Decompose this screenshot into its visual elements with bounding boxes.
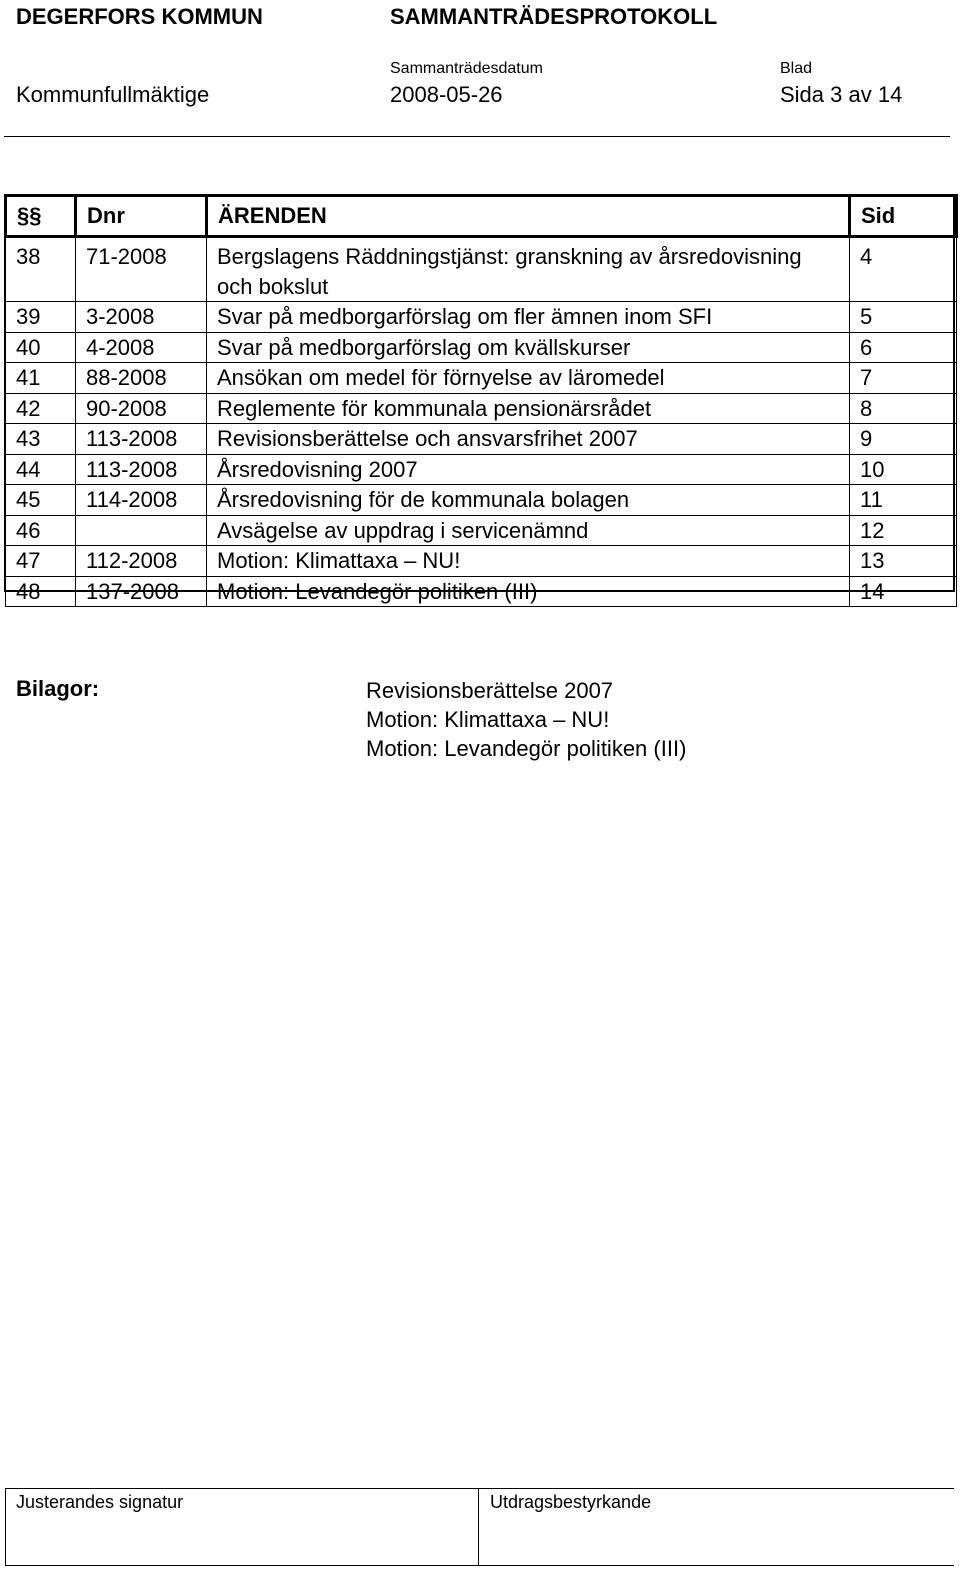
paragraph-cell: 41: [6, 363, 76, 394]
page-cell: 11: [850, 485, 957, 516]
paragraph-cell: 47: [6, 546, 76, 577]
dnr-cell: 3-2008: [76, 302, 207, 333]
meeting-date: 2008-05-26: [390, 82, 503, 107]
body-name: Kommunfullmäktige: [16, 82, 210, 107]
dnr-cell: 112-2008: [76, 546, 207, 577]
title-cell: Avsägelse av uppdrag i servicenämnd: [207, 515, 850, 546]
table-row: [6, 454, 957, 485]
paragraph-cell: 38: [6, 237, 76, 302]
document-type: SAMMANTRÄDESPROTOKOLL: [390, 4, 718, 29]
table-row: [6, 515, 957, 546]
title-cell: Bergslagens Räddningstjänst: granskning av årsredovisning och bokslut: [207, 237, 850, 302]
dnr-cell: 4-2008: [76, 332, 207, 363]
paragraph-cell: 43: [6, 424, 76, 455]
signature-label: Justerandes signatur: [16, 1492, 184, 1512]
paragraph-cell: 48: [6, 576, 76, 607]
page-cell: 12: [850, 515, 957, 546]
dnr-cell: 90-2008: [76, 393, 207, 424]
certification-label: Utdragsbestyrkande: [490, 1492, 652, 1512]
attachments-label: Bilagor:: [16, 676, 100, 701]
title-cell: Årsredovisning för de kommunala bolagen: [207, 485, 850, 516]
organization-name: DEGERFORS KOMMUN: [16, 4, 263, 29]
table-row: [6, 576, 957, 607]
table-row: [6, 485, 957, 516]
attachment-item: Revisionsberättelse 2007: [366, 678, 614, 703]
page-cell: 4: [850, 237, 957, 302]
paragraph-cell: 46: [6, 515, 76, 546]
title-cell: Svar på medborgarförslag om fler ämnen inom SFI: [207, 302, 850, 333]
page-cell: 6: [850, 332, 957, 363]
page-cell: 14: [850, 576, 957, 607]
title-cell: Ansökan om medel för förnyelse av läromedel: [207, 363, 850, 394]
table-row: [6, 424, 957, 455]
table-row: [6, 332, 957, 363]
title-cell: Reglemente för kommunala pensionärsrådet: [207, 393, 850, 424]
attachments-list: [366, 676, 686, 763]
column-header-matters: ÄRENDEN: [207, 196, 850, 237]
dnr-cell: 137-2008: [76, 576, 207, 607]
agenda-header-row: [6, 196, 957, 237]
page-cell: 7: [850, 363, 957, 394]
table-row: [6, 546, 957, 577]
header-divider: [4, 136, 950, 137]
dnr-cell: 113-2008: [76, 454, 207, 485]
table-row: [6, 237, 957, 302]
paragraph-cell: 44: [6, 454, 76, 485]
dnr-cell: 71-2008: [76, 237, 207, 302]
page-cell: 10: [850, 454, 957, 485]
page-cell: 5: [850, 302, 957, 333]
page-cell: 8: [850, 393, 957, 424]
page-number: Sida 3 av 14: [780, 82, 903, 107]
title-cell: Svar på medborgarförslag om kvällskurser: [207, 332, 850, 363]
dnr-cell: 113-2008: [76, 424, 207, 455]
paragraph-cell: 42: [6, 393, 76, 424]
page-cell: 13: [850, 546, 957, 577]
page-cell: 9: [850, 424, 957, 455]
paragraph-cell: 39: [6, 302, 76, 333]
page-label: Blad: [780, 60, 813, 77]
table-row: [6, 363, 957, 394]
title-cell: Revisionsberättelse och ansvarsfrihet 2007: [207, 424, 850, 455]
column-header-dnr: Dnr: [76, 196, 207, 237]
dnr-cell: [76, 515, 207, 546]
attachment-item: Motion: Levandegör politiken (III): [366, 736, 687, 761]
agenda-table: [4, 194, 958, 607]
table-row: [6, 302, 957, 333]
title-cell: Årsredovisning 2007: [207, 454, 850, 485]
table-row: [6, 393, 957, 424]
dnr-cell: 88-2008: [76, 363, 207, 394]
column-header-page: Sid: [850, 196, 957, 237]
title-cell: Motion: Klimattaxa – NU!: [207, 546, 850, 577]
signature-box-divider: [478, 1488, 479, 1565]
paragraph-cell: 45: [6, 485, 76, 516]
paragraph-cell: 40: [6, 332, 76, 363]
title-cell: Motion: Levandegör politiken (III): [207, 576, 850, 607]
attachment-item: Motion: Klimattaxa – NU!: [366, 707, 610, 732]
column-header-paragraph: §§: [6, 196, 76, 237]
meeting-date-label: Sammanträdesdatum: [390, 60, 543, 77]
dnr-cell: 114-2008: [76, 485, 207, 516]
